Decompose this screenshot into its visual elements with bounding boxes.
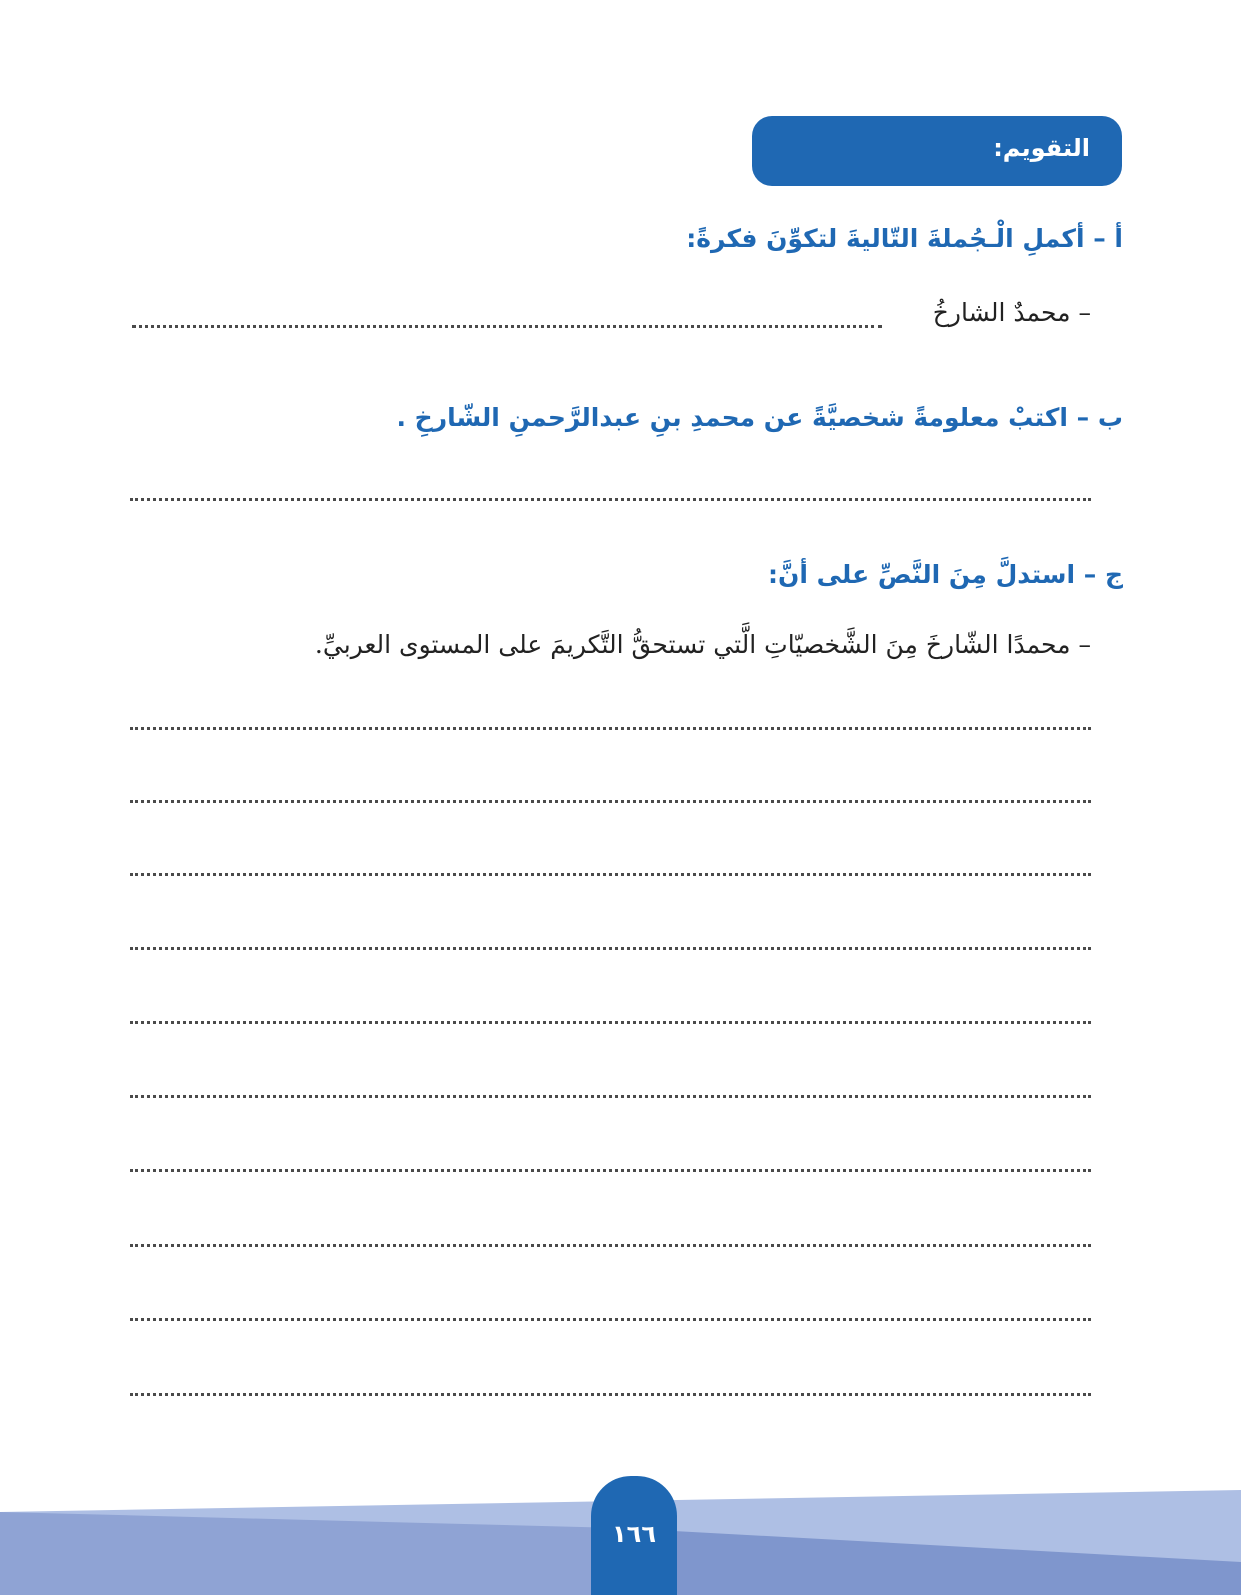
answer-line-c-7[interactable]	[130, 1169, 1091, 1172]
answer-line-c-2[interactable]	[130, 800, 1091, 803]
answer-line-c-3[interactable]	[130, 873, 1091, 876]
question-c-prompt: ج – استدلَّ مِنَ النَّصِّ على أنَّ:	[768, 560, 1123, 589]
answer-line-c-6[interactable]	[130, 1095, 1091, 1098]
question-a-item: – محمدٌ الشارخُ	[932, 298, 1091, 327]
question-b-prompt: ب – اكتبْ معلومةً شخصيَّةً عن محمدِ بنِ عبدالرَّحمنِ الشّارخِ .	[396, 403, 1123, 432]
answer-line-c-8[interactable]	[130, 1244, 1091, 1247]
section-header	[752, 116, 1122, 186]
question-c-item: – محمدًا الشّارخَ مِنَ الشَّخصيّاتِ الَّتي تستحقُّ التَّكريمَ على المستوى العربيِّ.	[314, 630, 1091, 659]
answer-line-c-5[interactable]	[130, 1021, 1091, 1024]
page-number: ١٦٦	[612, 1520, 656, 1548]
answer-line-a[interactable]	[132, 325, 882, 328]
section-title: التقويم:	[993, 134, 1090, 162]
answer-line-c-1[interactable]	[130, 727, 1091, 730]
page-number-tab	[591, 1476, 677, 1595]
answer-line-c-9[interactable]	[130, 1318, 1091, 1321]
answer-line-c-4[interactable]	[130, 947, 1091, 950]
answer-line-c-10[interactable]	[130, 1393, 1091, 1396]
answer-line-b[interactable]	[130, 498, 1091, 501]
question-a-prompt: أ – أكملِ الْـجُملةَ التّاليةَ لتكوِّنَ فكرةً:	[686, 224, 1123, 253]
